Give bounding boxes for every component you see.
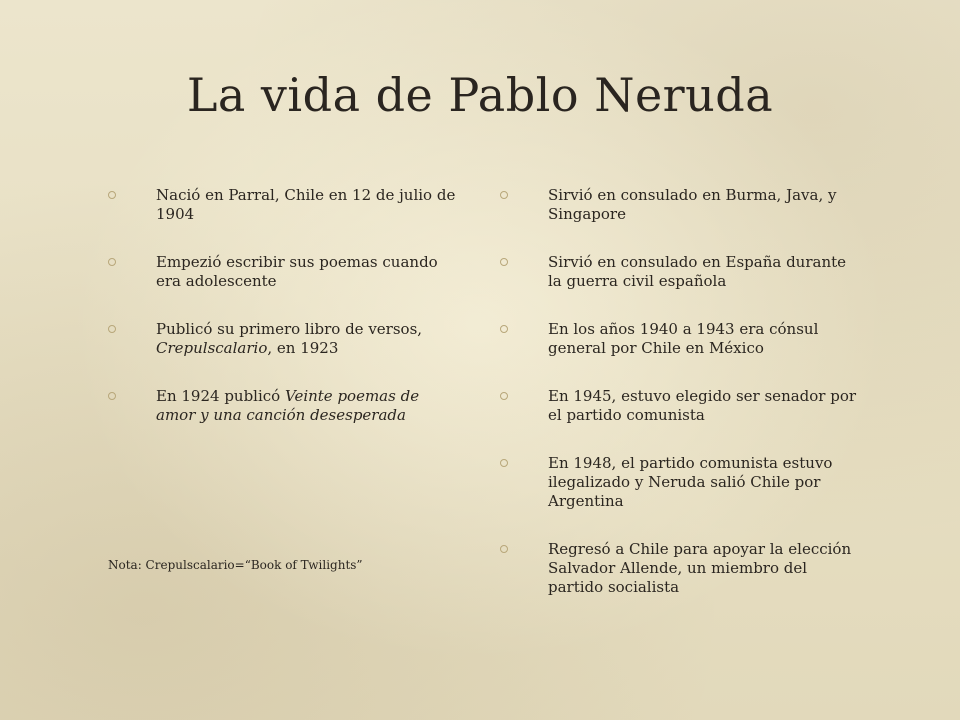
bullet-item: [500, 387, 860, 425]
bullet-text: En 1948, el partido comunista estuvo ilegalizado y Neruda salió Chile por Argentina: [548, 454, 833, 510]
right-bullet-list: [500, 186, 860, 626]
hollow-circle-icon: [500, 392, 508, 400]
italic-title-text: Veinte poemas de amor y una canción desesperada: [156, 387, 420, 424]
bullet-item: [500, 253, 860, 291]
italic-title-text: Crepulscalario: [156, 339, 268, 357]
hollow-circle-icon: [108, 258, 116, 266]
hollow-circle-icon: [500, 545, 508, 553]
bullet-item: [500, 186, 860, 224]
hollow-circle-icon: [500, 191, 508, 199]
hollow-circle-icon: [108, 392, 116, 400]
hollow-circle-icon: [500, 258, 508, 266]
bullet-text: En los años 1940 a 1943 era cónsul general por Chile en México: [548, 320, 819, 357]
bullet-text: En 1945, estuvo elegido ser senador por el partido comunista: [548, 387, 857, 424]
bullet-item: [500, 454, 860, 511]
bullet-item: [108, 253, 458, 291]
bullet-text: Publicó su primero libro de versos,: [156, 320, 423, 338]
bullet-item: [500, 320, 860, 358]
bullet-text: En 1924 publicó: [156, 387, 285, 405]
hollow-circle-icon: [108, 325, 116, 333]
bullet-item: [108, 320, 458, 358]
bullet-item: [500, 540, 860, 597]
bullet-text: Sirvió en consulado en España durante la guerra civil española: [548, 253, 847, 290]
hollow-circle-icon: [500, 325, 508, 333]
bullet-text: Sirvió en consulado en Burma, Java, y Singapore: [548, 186, 837, 223]
hollow-circle-icon: [500, 459, 508, 467]
left-bullet-list: [108, 186, 458, 454]
hollow-circle-icon: [108, 191, 116, 199]
slide-title: La vida de Pablo Neruda: [186, 68, 774, 122]
bullet-item: [108, 186, 458, 224]
footnote: Nota: Crepulscalario=“Book of Twilights”: [108, 558, 363, 572]
bullet-text: Empezió escribir sus poemas cuando era adolescente: [156, 253, 438, 290]
bullet-text: , en 1923: [267, 339, 339, 357]
bullet-text: Regresó a Chile para apoyar la elección Salvador Allende, un miembro del partido socialista: [548, 540, 852, 596]
bullet-text: Nació en Parral, Chile en 12 de julio de 1904: [156, 186, 456, 223]
bullet-item: [108, 387, 458, 425]
